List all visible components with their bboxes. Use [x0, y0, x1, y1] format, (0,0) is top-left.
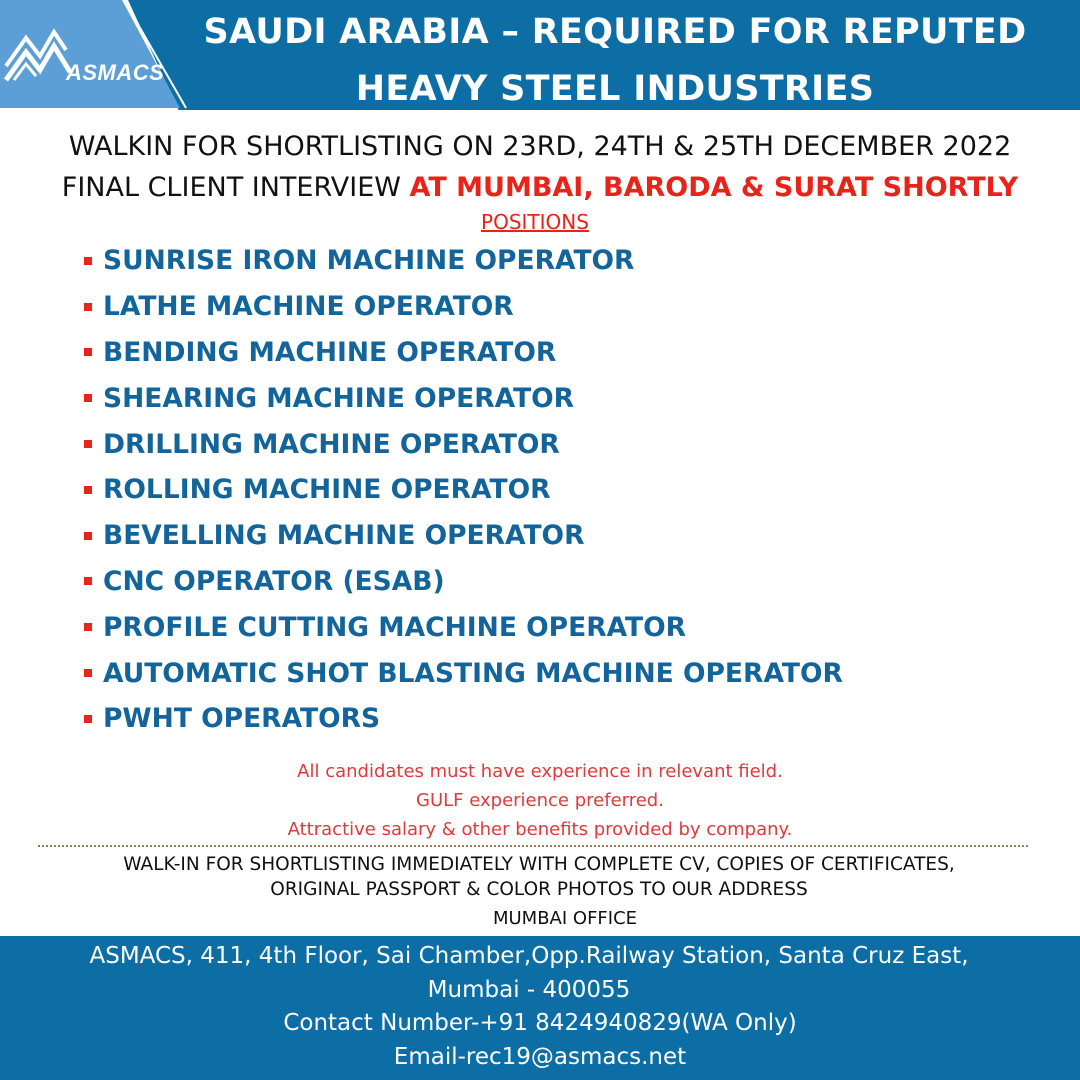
bullet-icon: [84, 532, 92, 540]
list-item: [84, 559, 843, 605]
logo: [0, 0, 190, 135]
list-item: [84, 650, 843, 696]
bullet-icon: [84, 440, 92, 448]
bullet-icon: [84, 303, 92, 311]
bullet-icon: [84, 257, 92, 265]
list-item: [84, 513, 843, 559]
position-label: PROFILE CUTTING MACHINE OPERATOR: [103, 611, 687, 643]
list-item: [84, 467, 843, 513]
position-label: ROLLING MACHINE OPERATOR: [103, 474, 551, 506]
bullet-icon: [84, 623, 92, 631]
note-gulf: GULF experience preferred.: [416, 790, 664, 811]
title-line-2: HEAVY STEEL INDUSTRIES: [355, 69, 875, 109]
divider: [38, 845, 1028, 847]
title-line-1: SAUDI ARABIA – REQUIRED FOR REPUTED: [203, 12, 1027, 52]
logo-text: ASMACS: [66, 60, 165, 85]
instruction-line-2: ORIGINAL PASSPORT & COLOR PHOTOS TO OUR ADDRESS: [270, 879, 808, 900]
position-label: BENDING MACHINE OPERATOR: [103, 336, 557, 368]
positions-list: [84, 238, 843, 742]
bullet-icon: [84, 486, 92, 494]
note-experience: All candidates must have experience in relevant field.: [297, 761, 783, 782]
list-item: [84, 284, 843, 330]
address-line-2: Mumbai - 400055: [427, 976, 631, 1003]
bullet-icon: [84, 715, 92, 723]
list-item: [84, 696, 843, 742]
position-label: SHEARING MACHINE OPERATOR: [103, 382, 575, 414]
contact-number: Contact Number-+91 8424940829(WA Only): [283, 1010, 797, 1036]
interview-locations: AT MUMBAI, BARODA & SURAT SHORTLY: [409, 172, 1019, 203]
position-label: BEVELLING MACHINE OPERATOR: [103, 520, 585, 552]
position-label: AUTOMATIC SHOT BLASTING MACHINE OPERATOR: [103, 657, 843, 689]
position-label: SUNRISE IRON MACHINE OPERATOR: [103, 245, 635, 277]
positions-heading: POSITIONS: [481, 210, 589, 234]
page-title: [190, 4, 1040, 118]
footer-contact: [0, 936, 1080, 1080]
interview-info: [0, 169, 1080, 207]
header-banner: [0, 0, 1080, 110]
address-line-1: ASMACS, 411, 4th Floor, Sai Chamber,Opp.Railway Station, Santa Cruz East,: [89, 943, 969, 969]
bullet-icon: [84, 669, 92, 677]
list-item: [84, 238, 843, 284]
list-item: [84, 421, 843, 467]
list-item: [84, 375, 843, 421]
bullet-icon: [84, 577, 92, 585]
walkin-instructions: [0, 852, 1078, 902]
position-label: PWHT OPERATORS: [103, 703, 381, 735]
position-label: CNC OPERATOR (ESAB): [103, 565, 445, 597]
note-salary: Attractive salary & other benefits provided by company.: [287, 819, 793, 840]
position-label: DRILLING MACHINE OPERATOR: [103, 428, 560, 460]
office-label: MUMBAI OFFICE: [492, 908, 638, 929]
instruction-line-1: WALK-IN FOR SHORTLISTING IMMEDIATELY WITH COMPLETE CV, COPIES OF CERTIFICATES,: [123, 854, 955, 875]
position-label: LATHE MACHINE OPERATOR: [103, 291, 514, 323]
list-item: [84, 330, 843, 376]
bullet-icon: [84, 394, 92, 402]
requirements-notes: [0, 757, 1080, 844]
walkin-dates: WALKIN FOR SHORTLISTING ON 23RD, 24TH & 25TH DECEMBER 2022: [68, 131, 1012, 162]
bullet-icon: [84, 348, 92, 356]
email-address: Email-rec19@asmacs.net: [393, 1043, 687, 1070]
list-item: [84, 604, 843, 650]
interview-prefix: FINAL CLIENT INTERVIEW: [61, 172, 410, 203]
